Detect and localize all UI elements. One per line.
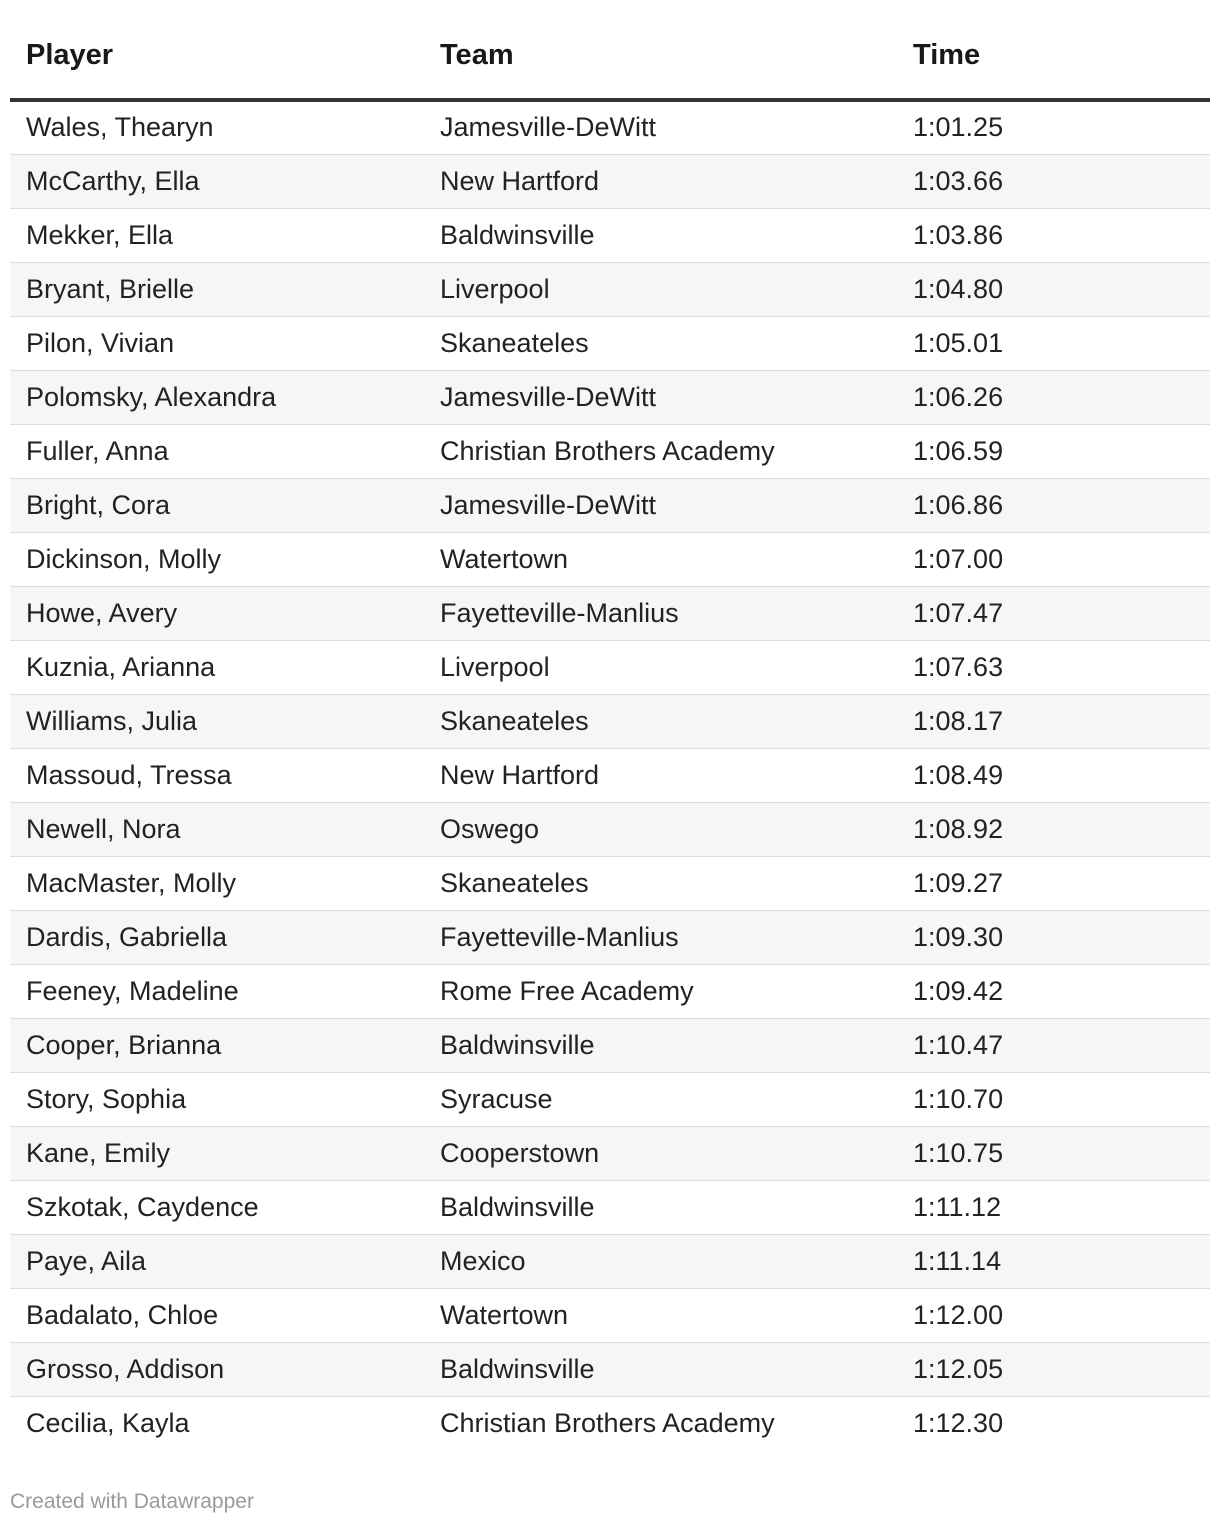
- table-cell-team: Skaneateles: [424, 694, 897, 748]
- table-row: [10, 1180, 1210, 1234]
- table-cell-team: Jamesville-DeWitt: [424, 478, 897, 532]
- table-cell-player: McCarthy, Ella: [10, 154, 424, 208]
- table-cell-time: 1:08.92: [897, 802, 1210, 856]
- table-cell-team: Rome Free Academy: [424, 964, 897, 1018]
- table-cell-time: 1:03.66: [897, 154, 1210, 208]
- table-row: [10, 262, 1210, 316]
- table-cell-team: Liverpool: [424, 640, 897, 694]
- table-cell-player: Badalato, Chloe: [10, 1288, 424, 1342]
- table-cell-time: 1:09.42: [897, 964, 1210, 1018]
- table-cell-team: New Hartford: [424, 748, 897, 802]
- table-cell-time: 1:06.86: [897, 478, 1210, 532]
- table-cell-time: 1:08.17: [897, 694, 1210, 748]
- table-row: [10, 856, 1210, 910]
- table-cell-time: 1:12.00: [897, 1288, 1210, 1342]
- table-row: [10, 748, 1210, 802]
- table-cell-time: 1:04.80: [897, 262, 1210, 316]
- column-header-time[interactable]: Time: [897, 0, 1210, 100]
- table-cell-player: MacMaster, Molly: [10, 856, 424, 910]
- table-cell-team: Baldwinsville: [424, 208, 897, 262]
- table-cell-player: Szkotak, Caydence: [10, 1180, 424, 1234]
- table-row: [10, 586, 1210, 640]
- table-row: [10, 1072, 1210, 1126]
- table-row: [10, 370, 1210, 424]
- table-cell-time: 1:10.75: [897, 1126, 1210, 1180]
- datawrapper-credit: Created with Datawrapper: [10, 1490, 254, 1513]
- table-cell-team: Syracuse: [424, 1072, 897, 1126]
- table-cell-time: 1:11.14: [897, 1234, 1210, 1288]
- table-cell-time: 1:01.25: [897, 100, 1210, 154]
- table-cell-team: Watertown: [424, 532, 897, 586]
- table-cell-time: 1:12.30: [913, 1407, 1004, 1438]
- table-row: [10, 1396, 1210, 1450]
- table-cell-player: Paye, Aila: [10, 1234, 424, 1288]
- table-cell-time: 1:07.00: [897, 532, 1210, 586]
- table-cell-team: Christian Brothers Academy: [424, 424, 897, 478]
- table-cell-player: Grosso, Addison: [10, 1342, 424, 1396]
- table-cell-player: Newell, Nora: [10, 802, 424, 856]
- table-cell-time: 1:06.59: [897, 424, 1210, 478]
- table-row: [10, 100, 1210, 154]
- table-row: [10, 1126, 1210, 1180]
- table-cell-player: Bryant, Brielle: [10, 262, 424, 316]
- table-row: [10, 640, 1210, 694]
- table-row: [10, 208, 1210, 262]
- table-row: [10, 802, 1210, 856]
- table-header: [10, 0, 1210, 100]
- table-cell-time: 1:11.12: [897, 1180, 1210, 1234]
- table-body: [10, 100, 1210, 1450]
- table-row: [10, 910, 1210, 964]
- table-cell-player: Mekker, Ella: [10, 208, 424, 262]
- column-header-team[interactable]: Team: [424, 0, 897, 100]
- table-cell-team: Watertown: [424, 1288, 897, 1342]
- table-row: [10, 478, 1210, 532]
- table-cell-player: Feeney, Madeline: [10, 964, 424, 1018]
- table-cell-time: 1:03.86: [897, 208, 1210, 262]
- table-cell-player: Howe, Avery: [10, 586, 424, 640]
- table-cell-time: 1:05.01: [897, 316, 1210, 370]
- table-cell-time: 1:10.70: [897, 1072, 1210, 1126]
- table-row: [10, 316, 1210, 370]
- table-cell-team: Baldwinsville: [424, 1342, 897, 1396]
- table-cell-player: Williams, Julia: [10, 694, 424, 748]
- table-cell-team: Skaneateles: [424, 856, 897, 910]
- table-cell-time: 1:08.49: [897, 748, 1210, 802]
- table-cell-team: Oswego: [424, 802, 897, 856]
- table-row: [10, 1288, 1210, 1342]
- table-row: [10, 1234, 1210, 1288]
- table-row: [10, 964, 1210, 1018]
- table-row: [10, 694, 1210, 748]
- table-cell-time: 1:06.26: [897, 370, 1210, 424]
- table-cell-team: Christian Brothers Academy: [440, 1407, 775, 1438]
- table-row: [10, 532, 1210, 586]
- table-cell-team: Liverpool: [424, 262, 897, 316]
- table-cell-team: Fayetteville-Manlius: [424, 586, 897, 640]
- table-cell-player: Wales, Thearyn: [10, 100, 424, 154]
- table-cell-player: Story, Sophia: [10, 1072, 424, 1126]
- table-cell-time: 1:09.27: [897, 856, 1210, 910]
- table-cell-player: Dardis, Gabriella: [10, 910, 424, 964]
- table-cell-team: Baldwinsville: [424, 1180, 897, 1234]
- table-cell-player: Bright, Cora: [10, 478, 424, 532]
- table-cell-time: 1:07.47: [897, 586, 1210, 640]
- table-cell-time: 1:07.63: [897, 640, 1210, 694]
- table-cell-player: Cooper, Brianna: [10, 1018, 424, 1072]
- table-row: [10, 154, 1210, 208]
- table-cell-team: Skaneateles: [424, 316, 897, 370]
- table-cell-time: 1:10.47: [897, 1018, 1210, 1072]
- datawrapper-table-chart: [10, 0, 1210, 1450]
- table-cell-player: Polomsky, Alexandra: [10, 370, 424, 424]
- table-cell-time: 1:09.30: [897, 910, 1210, 964]
- table-cell-player: Dickinson, Molly: [10, 532, 424, 586]
- table-cell-player: Kane, Emily: [10, 1126, 424, 1180]
- table-cell-time: 1:12.05: [897, 1342, 1210, 1396]
- table-cell-player: Massoud, Tressa: [10, 748, 424, 802]
- table-cell-team: Cooperstown: [424, 1126, 897, 1180]
- table-cell-player: Fuller, Anna: [10, 424, 424, 478]
- table-cell-player: Kuznia, Arianna: [10, 640, 424, 694]
- table-row: [10, 1018, 1210, 1072]
- table-cell-player: Pilon, Vivian: [10, 316, 424, 370]
- header-row: [10, 0, 1210, 100]
- table-cell-team: Mexico: [424, 1234, 897, 1288]
- column-header-player[interactable]: Player: [10, 0, 424, 100]
- table-cell-team: Baldwinsville: [424, 1018, 897, 1072]
- table-cell-team: New Hartford: [424, 154, 897, 208]
- table-row: [10, 1342, 1210, 1396]
- table-cell-player: Cecilia, Kayla: [26, 1407, 190, 1438]
- table-cell-team: Jamesville-DeWitt: [424, 370, 897, 424]
- results-table: [10, 0, 1210, 1450]
- table-cell-team: Fayetteville-Manlius: [424, 910, 897, 964]
- table-row: [10, 424, 1210, 478]
- table-cell-team: Jamesville-DeWitt: [424, 100, 897, 154]
